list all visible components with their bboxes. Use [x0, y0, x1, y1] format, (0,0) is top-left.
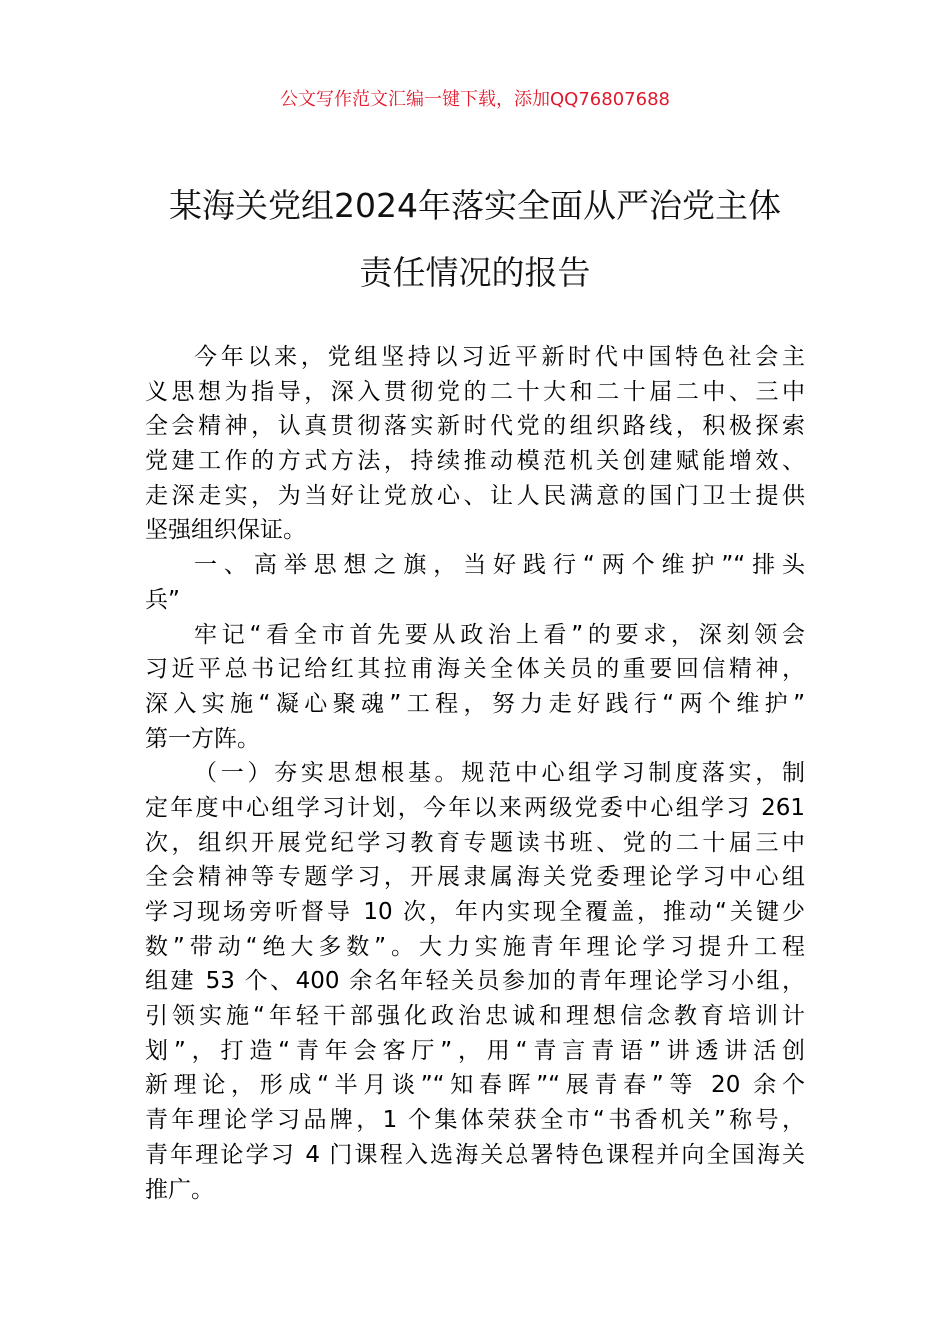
text-line: 青年理论学习品牌，1 个集体荣获全市“书香机关”称号， — [145, 1107, 805, 1134]
text-line: 引领实施“年轻干部强化政治忠诚和理想信念教育培训计 — [145, 1003, 805, 1030]
document-body — [145, 340, 805, 1207]
text-line: 一、高举思想之旗，当好践行“两个维护”“排头 — [194, 552, 805, 579]
text-line: 定年度中心组学习计划，今年以来两级党委中心组学习 261 — [145, 794, 805, 821]
text-line: 牢记“看全市首先要从政治上看”的要求，深刻领会 — [194, 621, 805, 648]
paragraph — [145, 340, 805, 548]
text-line: 党建工作的方式方法，持续推动模范机关创建赋能增效、 — [145, 448, 805, 475]
paragraph — [145, 618, 805, 757]
text-line: 全会精神，认真贯彻落实新时代党的组织路线，积极探索 — [145, 413, 805, 440]
paragraph — [145, 756, 805, 1207]
text-line: 第一方阵。 — [145, 725, 260, 752]
text-line: 推广。 — [145, 1176, 214, 1203]
text-line: 学习现场旁听督导 10 次，年内实现全覆盖，推动“关键少 — [145, 899, 805, 925]
text-line: 今年以来，党组坚持以习近平新时代中国特色社会主 — [194, 344, 805, 370]
section-heading — [145, 548, 805, 617]
text-line: 坚强组织保证。 — [145, 517, 306, 544]
text-line: 组建 53 个、400 余名年轻关员参加的青年理论学习小组， — [145, 968, 805, 995]
text-line: 深入实施“凝心聚魂”工程，努力走好践行“两个维护” — [145, 690, 805, 717]
text-line: 走深走实，为当好让党放心、让人民满意的国门卫士提供 — [145, 482, 805, 509]
text-line: 新理论，形成“半月谈”“知春晖”“展青春”等 20 余个 — [145, 1072, 805, 1099]
text-line: 习近平总书记给红其拉甫海关全体关员的重要回信精神， — [145, 656, 805, 683]
download-banner: 公文写作范文汇编一键下载，添加QQ76807688 — [280, 89, 670, 110]
document-title-line-2: 责任情况的报告 — [359, 253, 591, 292]
document-title-line-1: 某海关党组2024年落实全面从严治党主体 — [169, 186, 781, 225]
text-line: 次，组织开展党纪学习教育专题读书班、党的二十届三中 — [145, 829, 805, 856]
text-line: 全会精神等专题学习，开展隶属海关党委理论学习中心组 — [145, 864, 805, 891]
text-line: 义思想为指导，深入贯彻党的二十大和二十届二中、三中 — [145, 378, 805, 405]
text-line: （一）夯实思想根基。规范中心组学习制度落实，制 — [194, 760, 805, 787]
text-line: 数”带动“绝大多数”。大力实施青年理论学习提升工程 — [145, 933, 805, 960]
text-line: 兵” — [145, 586, 180, 613]
text-line: 划”，打造“青年会客厅”，用“青言青语”讲透讲活创 — [145, 1037, 805, 1064]
text-line: 青年理论学习 4 门课程入选海关总署特色课程并向全国海关 — [145, 1141, 805, 1168]
